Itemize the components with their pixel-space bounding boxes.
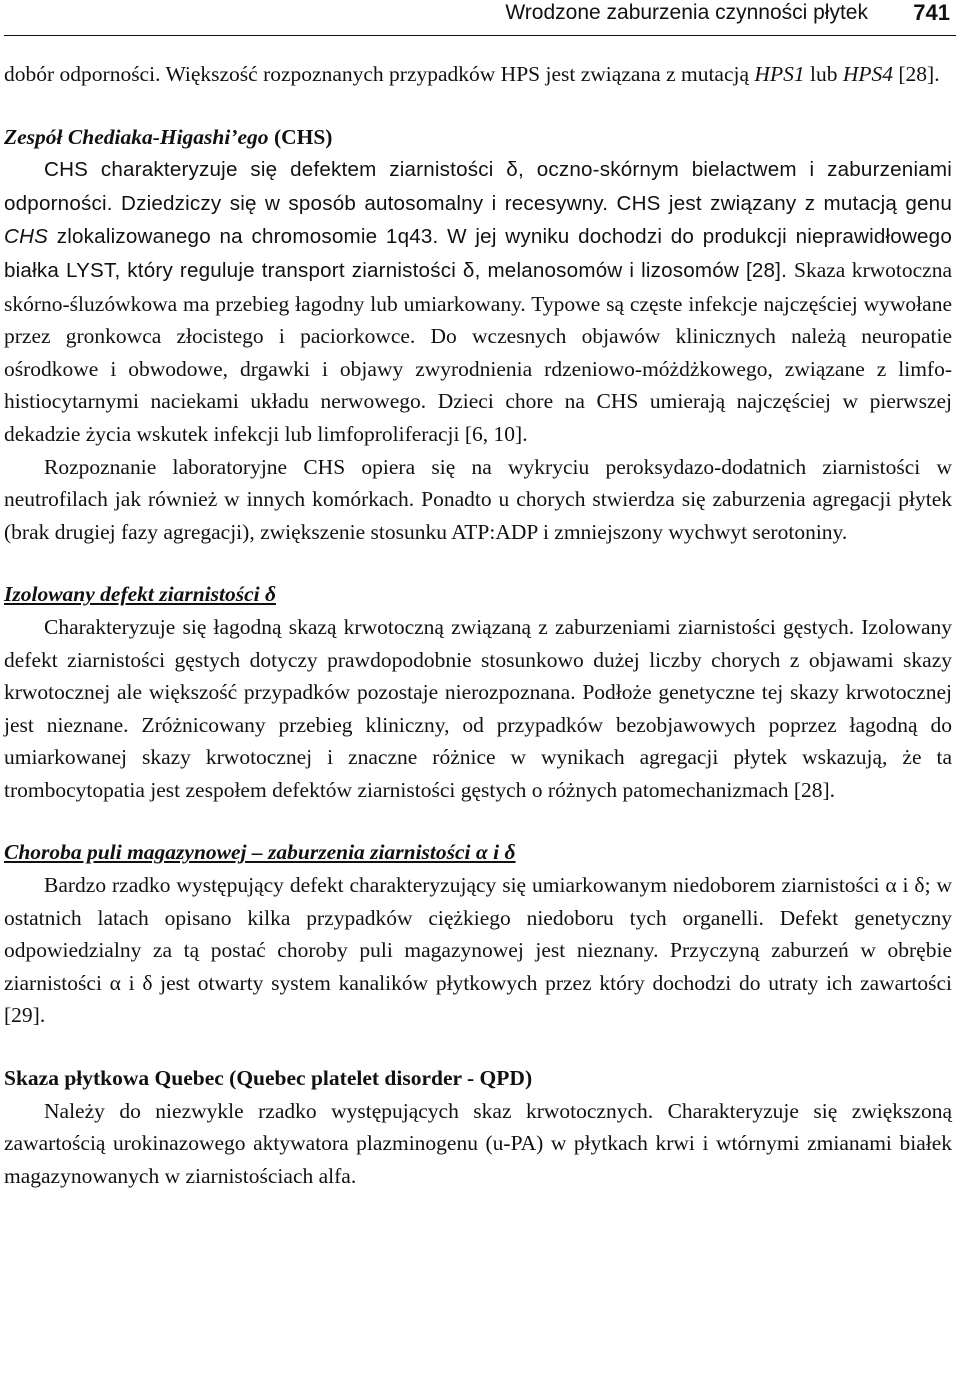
gene-name: HPS4 (842, 62, 893, 86)
page-number: 741 (913, 0, 950, 25)
gene-name: CHS (4, 225, 49, 249)
article-body (4, 58, 952, 1192)
header-divider (4, 35, 956, 36)
chs-paragraph-2: Rozpoznanie laboratoryjne CHS opiera się na wykryciu peroksydazo-dodatnich ziarnistości w neutrofilach jak również w innych komórkach. Ponadto u chorych stwierdza się zaburzenia agregacji płytek (brak drugiej fazy agregacji), zwiększenie stosunku ATP:ADP i zmniejszony wychwyt serotoniny. (4, 454, 952, 544)
intro-paragraph: dobór odporności. Większość rozpoznanych przypadków HPS jest związana z mutacją HPS1 lub HPS4 [28]. (4, 62, 940, 86)
isolated-delta-paragraph: Charakteryzuje się łagodną skazą krwotoczną związaną z zaburzeniami ziarnistości gęstych. Izolowany defekt ziarnistości gęstych dotyczy prawdopodobnie stosunkowo dużej liczby chorych z objawami skazy krwotocznej ale większość przypadków pozostaje nierozpoznana. Podłoże genetyczne tej skazy krwotocznej jest nieznane. Zróżnicowany przebieg kliniczny, od przypadków bezobjawowych poprzez łagodną do umiarkowanej skazy krwotocznej i znaczne różnice w wynikach agregacji płytek wskazują, że ta trombocytopatia jest zespołem defektów ziarnistości gęstych o różnych patomechanizmach [28]. (4, 614, 952, 802)
section-heading-isolated-delta: Izolowany defekt ziarnistości δ (4, 582, 277, 607)
running-title: Wrodzone zaburzenia czynności płytek (505, 1, 868, 24)
chs-paragraph-1: CHS charakteryzuje się defektem ziarnistości δ, oczno-skórnym bielactwem i zaburzeniami odporności. Dziedziczy się w sposób autosomalny i recesywny. CHS jest związany z mutacją genu CHS zlokalizowanego na chromosomie 1q43. W jej wyniku dochodzi do produkcji nieprawidłowego białka LYST, który reguluje transport ziarnistości δ, melanosomów i lizosomów [28]. Skaza krwotoczna skórno-śluzówkowa ma przebieg łagodny lub umiarkowany. Typowe są częste infekcje najczęściej wywołane przez gronkowca złocistego i paciorkowce. Do wczesnych objawów klinicznych należą neuropatie ośrodkowe i obwodowe, drgawki i objawy zwyrodnienia rdzeniowo-móżdżkowego, związane z limfo-histiocytarnymi naciekami układu nerwowego. Dzieci chore na CHS umierają najczęściej w pierwszej dekadzie życia wskutek infekcji lub limfoproliferacji [6, 10]. (4, 158, 953, 446)
storage-pool-paragraph: Bardzo rzadko występujący defekt charakteryzujący się umiarkowanym niedoborem ziarnistości α i δ; w ostatnich latach opisano kilka przypadków ciężkiego niedoboru tych organelli. Defekt genetyczny odpowiedzialny za tą postać choroby puli magazynowej jest nieznany. Przyczyną zaburzeń w obrębie ziarnistości α i δ jest otwarty system kanalików płytkowych przez który dochodzi do utraty ich zawartości [29]. (4, 873, 952, 1028)
section-heading-chs: Zespół Chediaka-Higashi’ego (CHS) (4, 124, 333, 149)
quebec-paragraph: Należy do niezwykle rzadko występujących skaz krwotocznych. Charakteryzuje się zwiększoną zawartością urokinazowego aktywatora plazminogenu (u-PA) w płytkach krwi i wtórnymi zmianami białek magazynowanych w ziarnistościach alfa. (4, 1098, 952, 1188)
page-header (0, 0, 960, 36)
section-heading-quebec: Skaza płytkowa Quebec (Quebec platelet disorder - QPD) (4, 1066, 533, 1091)
gene-name: HPS1 (754, 62, 805, 86)
section-heading-storage-pool: Choroba puli magazynowej – zaburzenia ziarnistości α i δ (4, 840, 516, 865)
